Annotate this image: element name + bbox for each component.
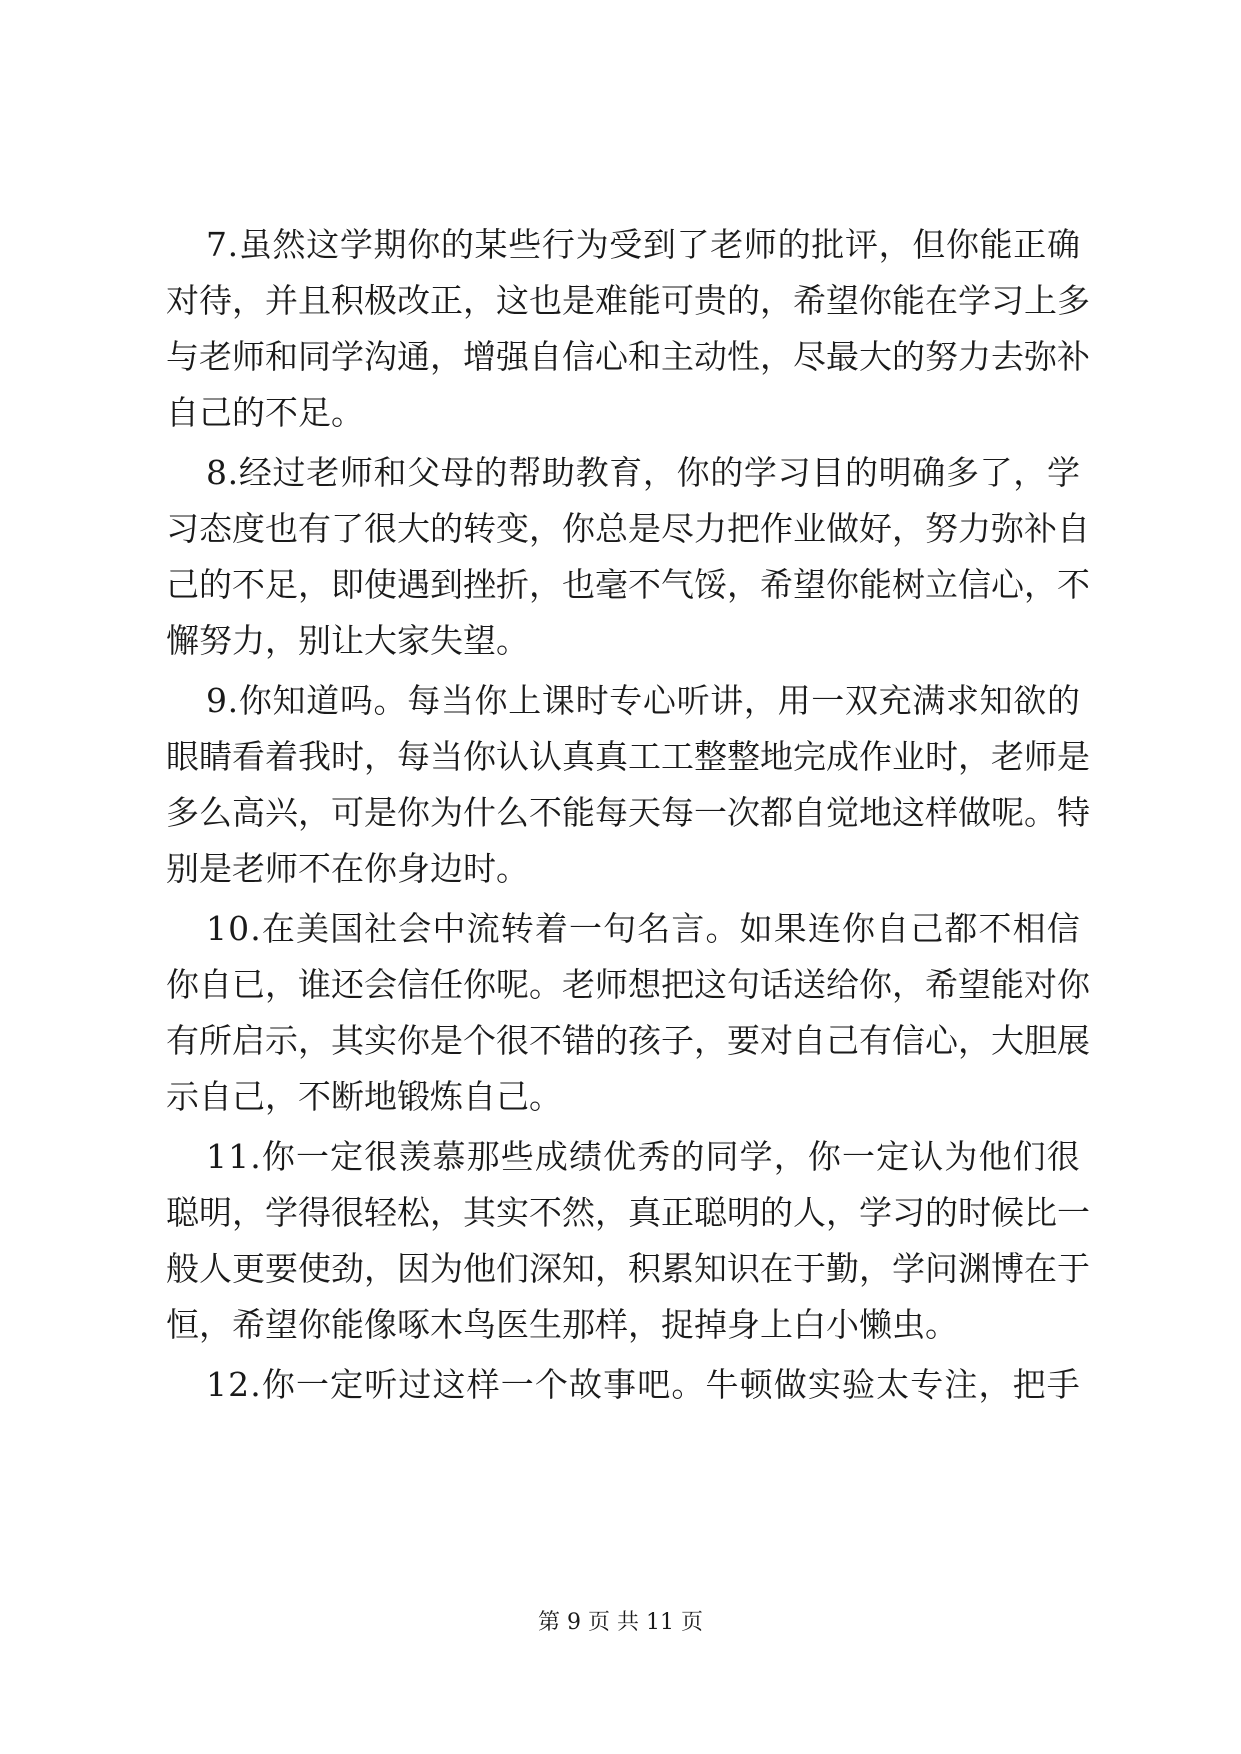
paragraph-8-line-4: 懈努力，别让大家失望。 [166, 621, 529, 660]
paragraph-9-line-3: 多 么 高 兴 ， 可 是 你 为 什 么 不 能 每 天 每 一 次 都 自 觉 地 这 样 做 呢 。 特 [166, 793, 1090, 832]
paragraph-11-line-3: 般 人 更 要 使 劲 ， 因 为 他 们 深 知 ， 积 累 知 识 在 于 勤 ， 学 问 渊 博 在 于 [166, 1249, 1090, 1288]
paragraph-10-line-4: 示自己，不断地锻炼自己。 [166, 1077, 562, 1116]
paragraph-7-line-4: 自己的不足。 [166, 393, 364, 432]
paragraph-9-line-1: 9 . 你 知 道 吗 。 每 当 你 上 课 时 专 心 听 讲 ， 用 一 双 充 满 求 知 欲 的 [206, 681, 1080, 720]
paragraph-11-line-4: 恒，希望你能像啄木鸟医生那样，捉掉身上白小懒虫。 [166, 1305, 958, 1344]
paragraph-11-line-1: 1 1 . 你 一 定 很 羡 慕 那 些 成 绩 优 秀 的 同 学 ， 你 一 定 认 为 他 们 很 [206, 1137, 1080, 1176]
paragraph-10-line-2: 你 自 已 ， 谁 还 会 信 任 你 呢 。 老 师 想 把 这 句 话 送 给 你 ， 希 望 能 对 你 [166, 965, 1090, 1004]
paragraph-9-line-4: 别是老师不在你身边时。 [166, 849, 529, 888]
paragraph-8-line-3: 己 的 不 足 ， 即 使 遇 到 挫 折 ， 也 毫 不 气 馁 ， 希 望 你 能 树 立 信 心 ， 不 [166, 565, 1090, 604]
paragraph-7-line-1: 7 . 虽 然 这 学 期 你 的 某 些 行 为 受 到 了 老 师 的 批 评 ， 但 你 能 正 确 [206, 225, 1080, 264]
paragraph-8-line-2: 习 态 度 也 有 了 很 大 的 转 变 ， 你 总 是 尽 力 把 作 业 做 好 ， 努 力 弥 补 自 [166, 509, 1090, 548]
page-number-footer: 第 9 页 共 11 页 [538, 1610, 703, 1635]
paragraph-10-line-3: 有 所 启 示 ， 其 实 你 是 个 很 不 错 的 孩 子 ， 要 对 自 己 有 信 心 ， 大 胆 展 [166, 1021, 1090, 1060]
paragraph-8-line-1: 8 . 经 过 老 师 和 父 母 的 帮 助 教 育 ， 你 的 学 习 目 的 明 确 多 了 ， 学 [206, 453, 1080, 492]
paragraph-9-line-2: 眼 睛 看 着 我 时 ， 每 当 你 认 认 真 真 工 工 整 整 地 完 成 作 业 时 ， 老 师 是 [166, 737, 1090, 776]
paragraph-7-line-2: 对 待 ， 并 且 积 极 改 正 ， 这 也 是 难 能 可 贵 的 ， 希 望 你 能 在 学 习 上 多 [166, 281, 1090, 320]
paragraph-7-line-3: 与 老 师 和 同 学 沟 通 ， 增 强 自 信 心 和 主 动 性 ， 尽 最 大 的 努 力 去 弥 补 [166, 337, 1090, 376]
paragraph-11-line-2: 聪 明 ， 学 得 很 轻 松 ， 其 实 不 然 ， 真 正 聪 明 的 人 ， 学 习 的 时 候 比 一 [166, 1193, 1090, 1232]
paragraph-10-line-1: 1 0 . 在 美 国 社 会 中 流 转 着 一 句 名 言 。 如 果 连 你 自 己 都 不 相 信 [206, 909, 1080, 948]
paragraph-12-line-1: 1 2 . 你 一 定 听 过 这 样 一 个 故 事 吧 。 牛 顿 做 实 验 太 专 注 ， 把 手 [206, 1365, 1080, 1404]
